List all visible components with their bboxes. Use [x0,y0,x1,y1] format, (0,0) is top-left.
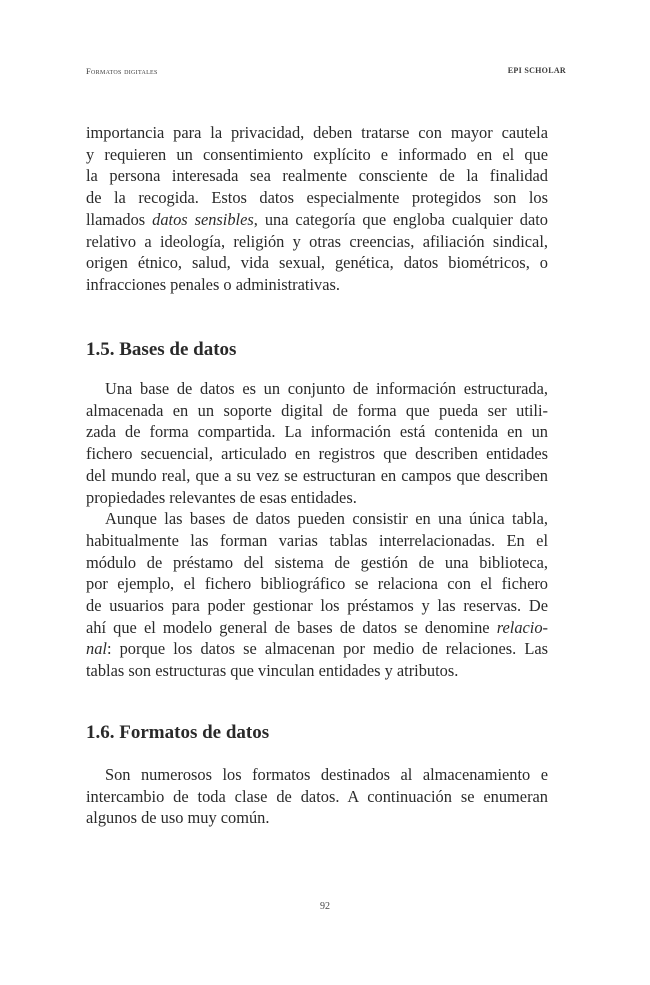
text-line [86,638,548,660]
text-line [86,209,548,231]
text-line: tablas son estructuras que vinculan entidades y atributos. [86,661,459,681]
paragraph [86,764,548,829]
text-line: del mundo real, que a su vez se estructuran en campos que describen [86,465,548,485]
text-line: Son numerosos los formatos destinados al almacenamiento e [105,765,548,784]
text-line: infracciones penales o administrativas. [86,274,340,294]
section-heading-1-6: 1.6. Formatos de datos [86,722,270,743]
text-line: módulo de préstamo del sistema de gestión de una biblioteca, [86,552,548,572]
paragraph [86,378,548,508]
italic-term: datos sensibles [152,209,254,229]
text-fragment: llamados [86,209,153,229]
italic-term: nal [86,639,107,659]
italic-term: relacio- [496,617,548,637]
text-line: relativo a ideología, religión y otras creencias, afiliación sindical, [86,231,548,251]
intro-paragraph [86,122,548,296]
text-fragment: , una categoría que engloba cualquier dato [253,209,548,229]
text-line: y requieren un consentimiento explícito e informado en el que [86,144,548,164]
text-line: de la recogida. Estos datos especialmente protegidos son los [86,188,548,208]
text-line: zada de forma compartida. La información está contenida en un [86,422,548,442]
text-line: almacenada en un soporte digital de forma que pueda ser utili- [86,400,548,420]
page-number: 92 [320,901,330,912]
text-line: algunos de uso muy común. [86,808,270,828]
text-line: Aunque las bases de datos pueden consistir en una única tabla, [105,509,548,529]
paragraph [86,508,548,682]
section-1-5-body [86,378,548,682]
text-line: de usuarios para poder gestionar los préstamos y las reservas. De [86,596,548,616]
text-line: fichero secuencial, articulado en registros que describen entidades [86,444,548,464]
text-line: habitualmente las forman varias tablas interrelacionadas. En el [86,530,548,550]
text-line: propiedades relevantes de esas entidades. [86,487,357,507]
running-header-title: Formatos digitales [86,66,158,76]
running-header [86,66,566,80]
text-line: origen étnico, salud, vida sexual, genética, datos biométricos, o [86,253,548,273]
text-line: Una base de datos es un conjunto de información estructurada, [105,379,548,398]
text-fragment: ahí que el modelo general de bases de datos se denomine [86,617,497,637]
text-line: intercambio de toda clase de datos. A continuación se enumeran [86,786,548,806]
text-line: la persona interesada sea realmente consciente de la finalidad [86,166,548,186]
section-heading-1-5: 1.5. Bases de datos [86,339,237,360]
text-line: por ejemplo, el fichero bibliográfico se relaciona con el fichero [86,574,548,594]
running-header-publisher: EPI SCHOLAR [507,66,566,75]
section-1-6-body [86,764,548,829]
text-line [86,617,548,639]
text-line: importancia para la privacidad, deben tratarse con mayor cautela [86,123,548,142]
text-fragment: : porque los datos se almacenan por medio de relaciones. Las [106,639,548,659]
